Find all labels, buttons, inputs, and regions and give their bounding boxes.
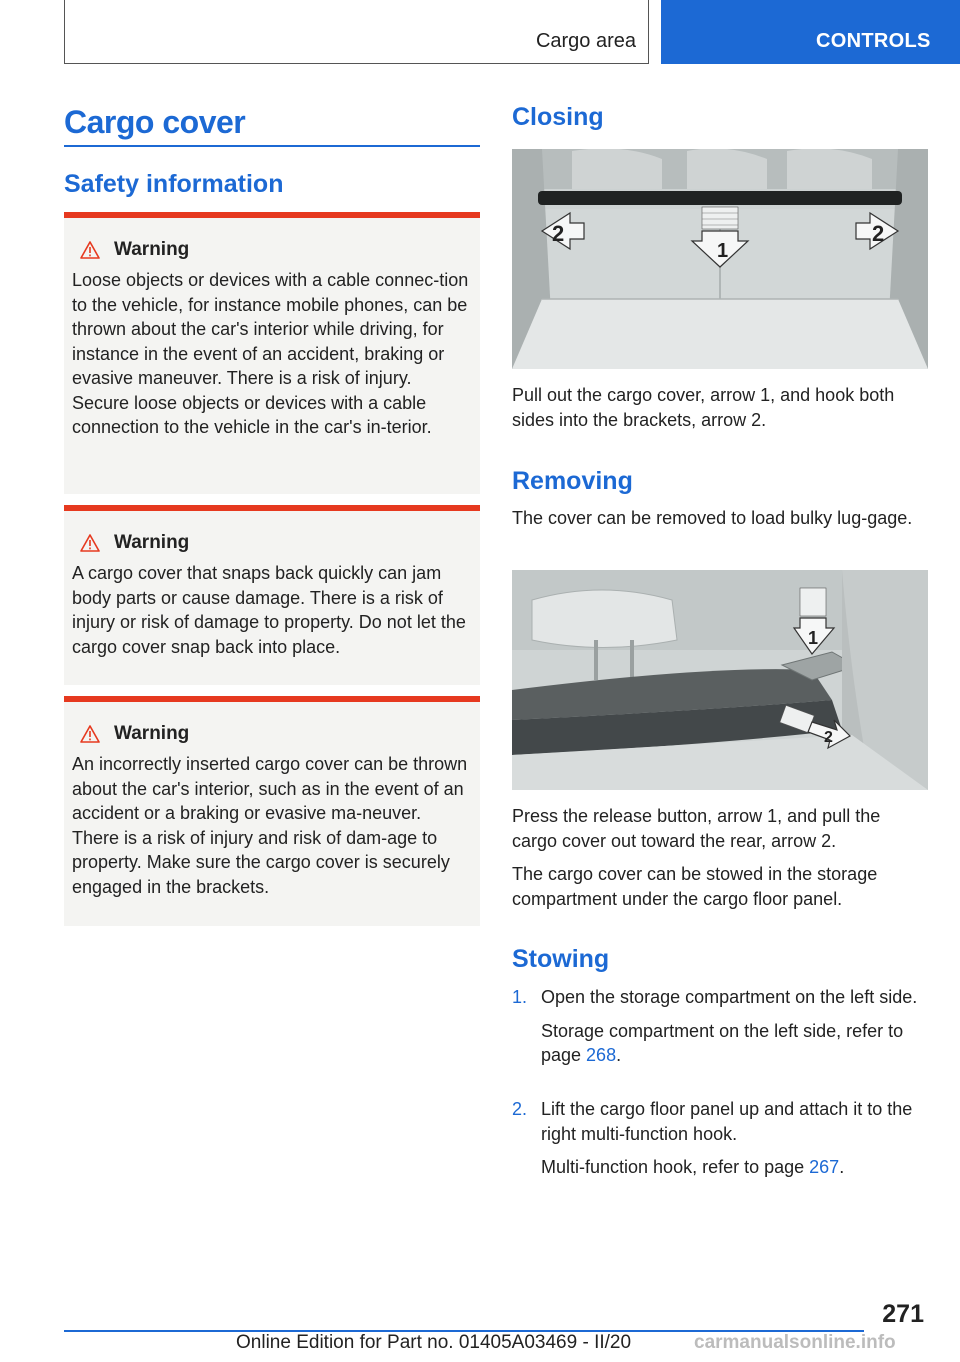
warning-text: A cargo cover that snaps back quickly can jam body parts or cause damage. There is a risk of injury or risk of damage to property. Do not let the cargo cover snap back into place. bbox=[72, 563, 466, 657]
page-link-267[interactable]: 267 bbox=[809, 1157, 840, 1177]
reference-text: Multi-function hook, refer to page bbox=[541, 1157, 810, 1177]
removing-illustration bbox=[512, 570, 928, 790]
warning-triangle-icon bbox=[80, 241, 100, 259]
step-number: 2. bbox=[512, 1099, 528, 1119]
step-reference bbox=[541, 1019, 928, 1068]
removing-intro: The cover can be removed to load bulky lug‐gage. bbox=[512, 508, 913, 528]
step-text: Lift the cargo floor panel up and attach it to the right multi-function hook. bbox=[541, 1099, 913, 1144]
section-heading-safety: Safety information bbox=[64, 170, 284, 198]
step-text: Open the storage compartment on the left side. bbox=[541, 987, 918, 1007]
warning-title: Warning bbox=[114, 239, 190, 260]
warning-title: Warning bbox=[114, 723, 190, 744]
section-heading-removing: Removing bbox=[512, 467, 633, 495]
page-number: 271 bbox=[882, 1300, 924, 1328]
header-chapter-label: CONTROLS bbox=[816, 30, 931, 52]
header-chapter-tab[interactable] bbox=[661, 0, 960, 64]
warning-text: An incorrectly inserted cargo cover can be thrown about the car's interior, such as in the event of an accident or a braking or evasive ma‐neuver. There is a risk of injury and risk of dam‐age to property. Make sure the cargo cover is securely engaged in the brackets. bbox=[72, 754, 468, 897]
footer-edition: Online Edition for Part no. 01405A03469 - II/20 bbox=[236, 1332, 632, 1353]
section-heading-closing: Closing bbox=[512, 103, 604, 131]
warning-box-1 bbox=[64, 212, 480, 494]
warning-title: Warning bbox=[114, 532, 190, 553]
arrow-label-1: 1 bbox=[717, 240, 729, 262]
header-section-title: Cargo area bbox=[535, 30, 636, 52]
step-item-1 bbox=[512, 985, 928, 1068]
section-heading-stowing: Stowing bbox=[512, 945, 610, 973]
running-header bbox=[64, 0, 649, 64]
warning-triangle-icon bbox=[80, 534, 100, 552]
step-number: 1. bbox=[512, 987, 528, 1007]
closing-text: Pull out the cargo cover, arrow 1, and hook both sides into the brackets, arrow 2. bbox=[512, 385, 895, 430]
warning-text: Loose objects or devices with a cable connec‐tion to the vehicle, for instance mobile phones, can be thrown about the car's interior while driving, for instance in the event of an accident, braking or evasive maneuver. There is a risk of injury. Secure loose objects or devices with a cable connection to the vehicle in the car's in‐terior. bbox=[72, 270, 469, 437]
reference-end: . bbox=[839, 1157, 845, 1177]
removing-text-1: Press the release button, arrow 1, and pull the cargo cover out toward the rear, arrow 2. bbox=[512, 806, 881, 851]
reference-end: . bbox=[616, 1045, 622, 1065]
arrow-label-1: 1 bbox=[808, 628, 819, 648]
warning-box-2 bbox=[64, 505, 480, 685]
warning-box-3 bbox=[64, 696, 480, 926]
arrow-label-2: 2 bbox=[824, 729, 833, 746]
step-item-2 bbox=[512, 1097, 928, 1180]
closing-illustration bbox=[512, 149, 928, 369]
page-link-268[interactable]: 268 bbox=[586, 1045, 617, 1065]
arrow-label-2-right: 2 bbox=[872, 221, 885, 246]
warning-triangle-icon bbox=[80, 725, 100, 743]
page-title: Cargo cover bbox=[64, 104, 246, 140]
step-reference bbox=[541, 1155, 928, 1180]
title-rule bbox=[64, 145, 480, 147]
footer-watermark: carmanualsonline.info bbox=[694, 1332, 896, 1353]
reference-text: Storage compartment on the left side, refer to page bbox=[541, 1020, 904, 1065]
removing-text-2: The cargo cover can be stowed in the storage compartment under the cargo floor panel. bbox=[512, 864, 878, 909]
arrow-label-2-left: 2 bbox=[552, 221, 565, 246]
